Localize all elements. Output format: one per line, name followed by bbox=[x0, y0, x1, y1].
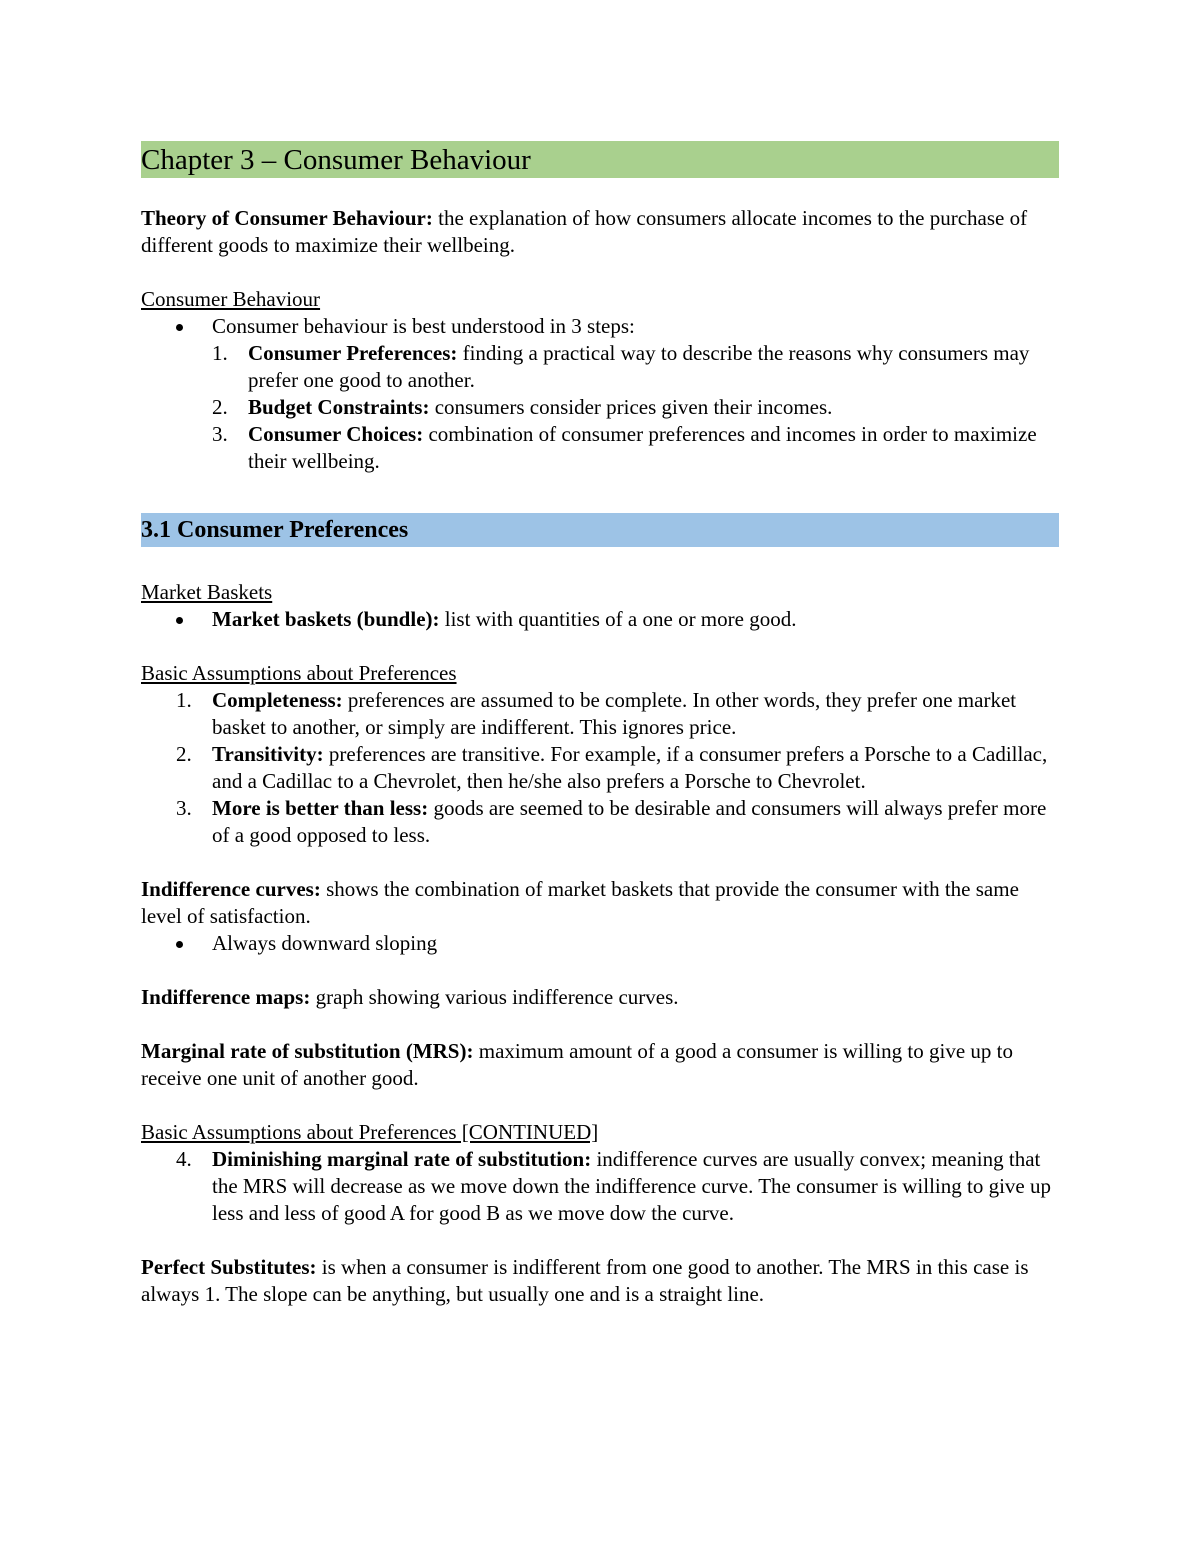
chapter-title: Chapter 3 – Consumer Behaviour bbox=[141, 141, 1059, 178]
theory-text: the explanation of how consumers allocate incomes to the purchase of different goods to maximize their wellbeing. bbox=[141, 206, 1028, 257]
list-item: 3. Consumer Choices: combination of consumer preferences and incomes in order to maximize their wellbeing. bbox=[212, 422, 1037, 473]
list-item: Always downward sloping bbox=[141, 930, 1059, 957]
consumer-behaviour-bullet: Consumer behaviour is best understood in 3 steps: bbox=[212, 314, 635, 338]
theory-term: Theory of Consumer Behaviour: bbox=[141, 206, 433, 230]
market-baskets-list bbox=[141, 606, 1059, 633]
list-item: 4. Diminishing marginal rate of substitution: indifference curves are usually convex; meaning that the MRS will decrease as we move down the indifference curve. The consumer is willing to give up less and less of good A for good B as we move dow the curve. bbox=[176, 1147, 1052, 1225]
assumptions-list bbox=[141, 687, 1059, 849]
list-item: 3. More is better than less: goods are seemed to be desirable and consumers will always prefer more of a good opposed to less. bbox=[176, 796, 1047, 847]
list-item: Market baskets (bundle): list with quantities of a one or more good. bbox=[141, 606, 1059, 633]
list-item: 2. Budget Constraints: consumers consider prices given their incomes. bbox=[212, 395, 833, 419]
list-item: 2. Transitivity: preferences are transitive. For example, if a consumer prefers a Porsche to a Cadillac, and a Cadillac to a Chevrolet, then he/she also prefers a Porsche to Chevrolet. bbox=[176, 742, 1048, 793]
assumptions-continued-list bbox=[141, 1146, 1059, 1227]
assumptions-heading: Basic Assumptions about Preferences bbox=[141, 661, 457, 685]
assumptions-continued-heading: Basic Assumptions about Preferences [CONTINUED] bbox=[141, 1120, 599, 1144]
consumer-behaviour-heading: Consumer Behaviour bbox=[141, 287, 321, 311]
perfect-substitutes-paragraph: Perfect Substitutes: is when a consumer is indifferent from one good to another. The MRS in this case is always 1. The slope can be anything, but usually one and is a straight line. bbox=[141, 1255, 1029, 1306]
section-heading-3-1: 3.1 Consumer Preferences bbox=[141, 513, 1059, 547]
list-item: 1. Completeness: preferences are assumed to be complete. In other words, they prefer one market basket to another, or simply are indifferent. This ignores price. bbox=[176, 688, 1017, 739]
market-baskets-heading: Market Baskets bbox=[141, 580, 273, 604]
mrs-paragraph: Marginal rate of substitution (MRS): maximum amount of a good a consumer is willing to give up to receive one unit of another good. bbox=[141, 1039, 1013, 1090]
indifference-maps-paragraph: Indifference maps: graph showing various indifference curves. bbox=[141, 985, 679, 1009]
indifference-curves-list bbox=[141, 930, 1059, 957]
indifference-curves-paragraph: Indifference curves: shows the combination of market baskets that provide the consumer with the same level of satisfaction. bbox=[141, 877, 1019, 928]
theory-paragraph bbox=[141, 205, 1059, 259]
document-page bbox=[141, 141, 1059, 1308]
steps-list bbox=[212, 340, 1059, 475]
list-item: 1. Consumer Preferences: finding a practical way to describe the reasons why consumers may prefer one good to another. bbox=[212, 341, 1030, 392]
list-item bbox=[141, 313, 1059, 475]
consumer-behaviour-list bbox=[141, 313, 1059, 475]
